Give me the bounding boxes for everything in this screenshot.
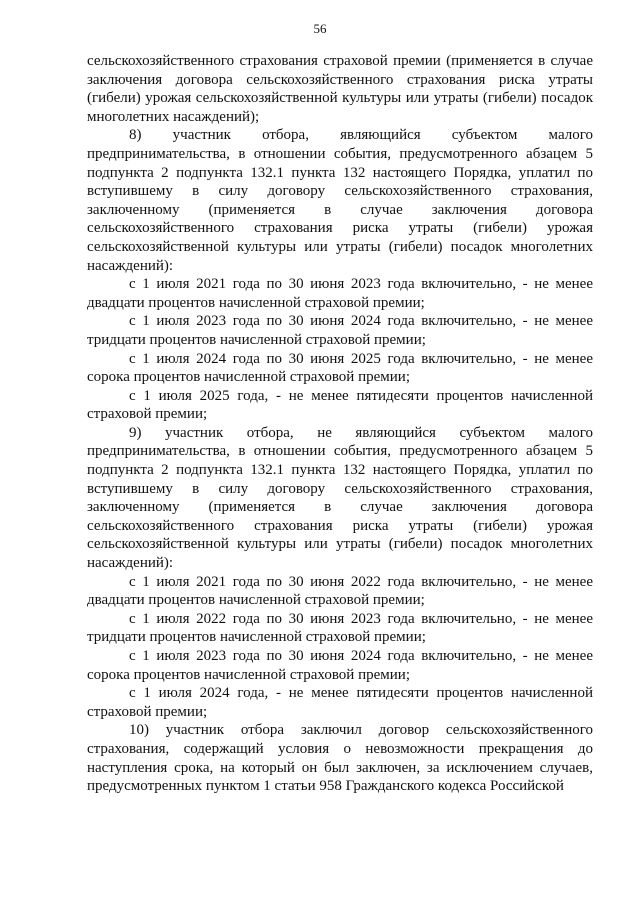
- page-number: 56: [313, 21, 327, 36]
- paragraph-item-8: 8) участник отбора, являющийся субъектом малого предпринимательства, в отношении события, предусмотренного абзацем 5 подпункта 2 подпункта 132.1 пункта 132 настоящего Порядка, уплатил по вступившему в силу договору сельскохозяйственного страхования, заключенному (применяется в случае заключения договора сельскохозяйственного страхования риска утраты (гибели) урожая сельскохозяйственной культуры или утраты (гибели) посадок многолетних насаждений):: [87, 127, 593, 274]
- paragraph-continuation: сельскохозяйственного страхования страховой премии (применяется в случае заключения договора сельскохозяйственного страхования риска утраты (гибели) урожая сельскохозяйственной культуры или утраты (гибели) посадок многолетних насаждений);: [87, 53, 593, 125]
- document-body: [87, 52, 593, 796]
- paragraph-item-9: 9) участник отбора, не являющийся субъектом малого предпринимательства, в отношении события, предусмотренного абзацем 5 подпункта 2 подпункта 132.1 пункта 132 настоящего Порядка, уплатил по вступившему в силу договору сельскохозяйственного страхования, заключенному (применяется в случае заключения договора сельскохозяйственного страхования риска утраты (гибели) урожая сельскохозяйственной культуры или утраты (гибели) посадок многолетних насаждений):: [87, 424, 593, 572]
- paragraph-item-9-period-1: с 1 июля 2021 года по 30 июня 2022 года включительно, - не менее двадцати процентов начисленной страховой премии;: [87, 573, 593, 609]
- paragraph-item-8-period-2: с 1 июля 2023 года по 30 июня 2024 года включительно, - не менее тридцати процентов начисленной страховой премии;: [87, 313, 593, 348]
- paragraph-item-8-period-1: с 1 июля 2021 года по 30 июня 2023 года включительно, - не менее двадцати процентов начисленной страховой премии;: [87, 276, 593, 311]
- paragraph-item-8-period-3: с 1 июля 2024 года по 30 июня 2025 года включительно, - не менее сорока процентов начисленной страховой премии;: [87, 350, 593, 386]
- paragraph-item-9-period-4: с 1 июля 2024 года, - не менее пятидесяти процентов начисленной страховой премии;: [87, 685, 593, 720]
- paragraph-item-8-period-4: с 1 июля 2025 года, - не менее пятидесяти процентов начисленной страховой премии;: [87, 387, 593, 423]
- paragraph-item-10: 10) участник отбора заключил договор сельскохозяйственного страхования, содержащий условия о невозможности прекращения до наступления срока, на который он был заключен, за исключением случаев, предусмотренных пунктом 1 статьи 958 Гражданского кодекса Российской: [87, 722, 593, 795]
- paragraph-item-9-period-2: с 1 июля 2022 года по 30 июня 2023 года включительно, - не менее тридцати процентов начисленной страховой премии;: [87, 610, 593, 646]
- paragraph-item-9-period-3: с 1 июля 2023 года по 30 июня 2024 года включительно, - не менее сорока процентов начисленной страховой премии;: [87, 648, 593, 683]
